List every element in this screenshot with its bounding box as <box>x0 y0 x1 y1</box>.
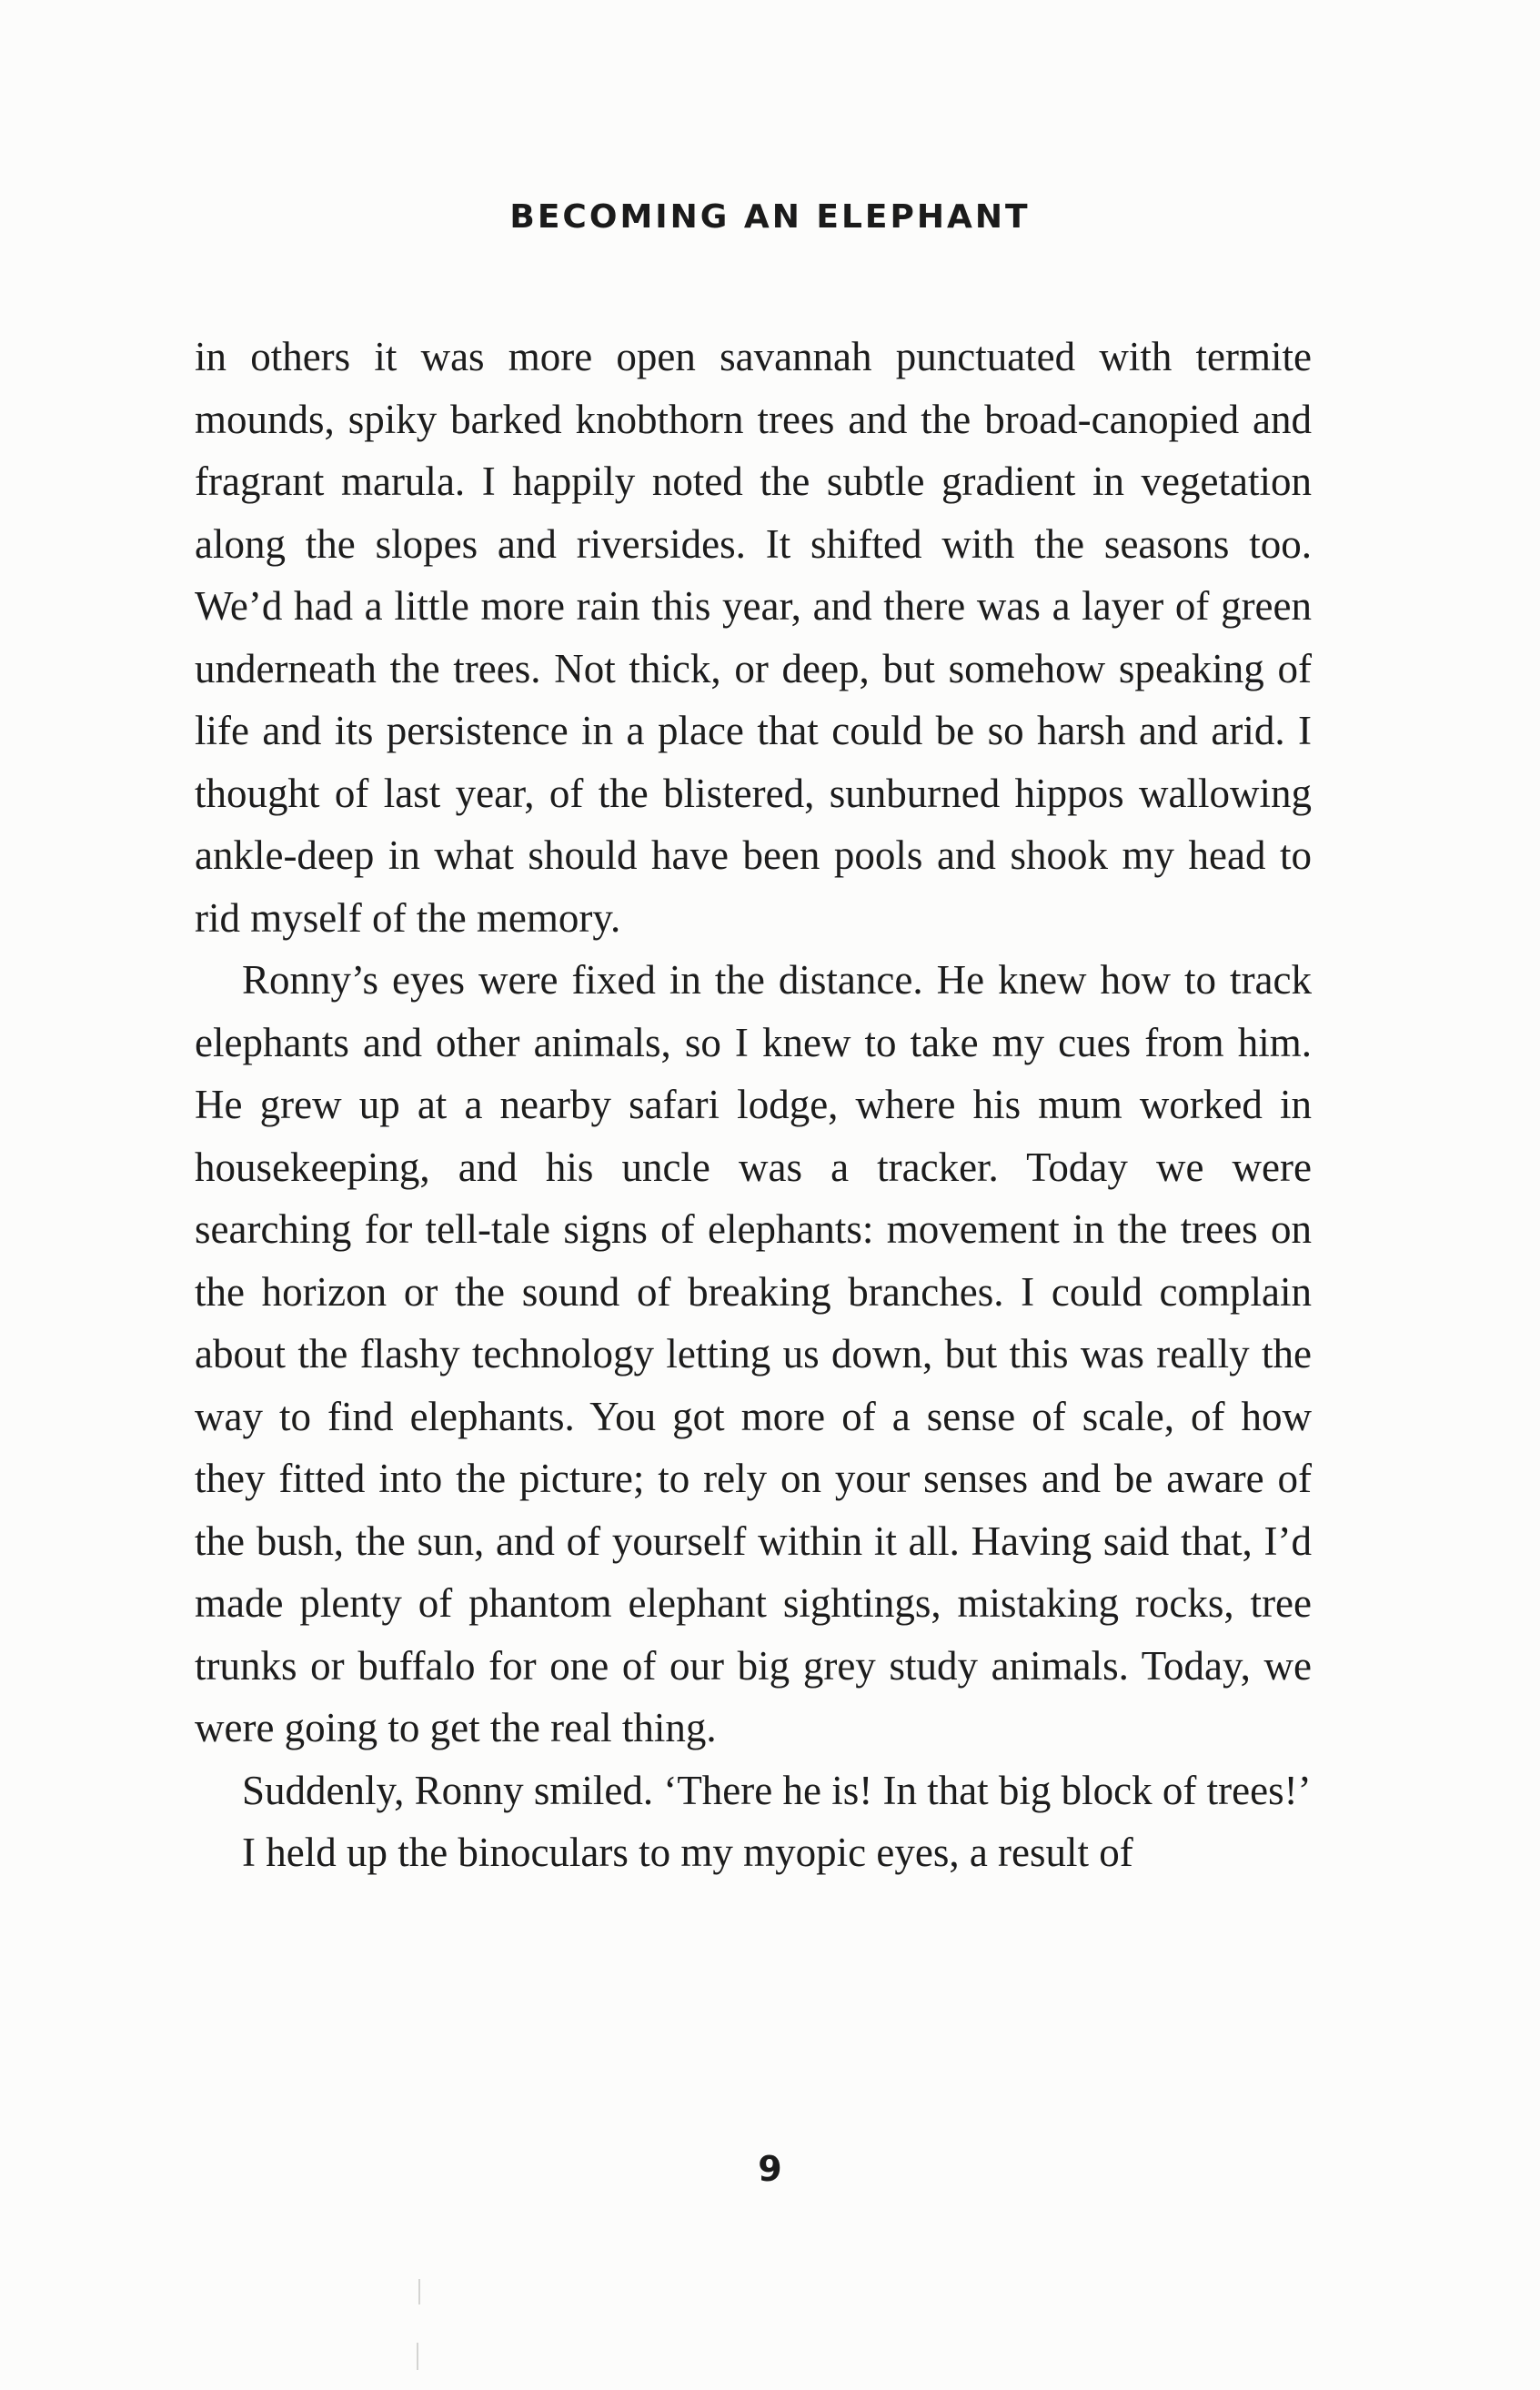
paragraph-binoculars: I held up the binoculars to my myopic eyes, a result of <box>242 1830 1133 1875</box>
scan-artifact <box>418 2279 420 2304</box>
paragraph-continued: in others it was more open savannah punctuated with termite mounds, spiky barked knobthorn trees and the broad-canopied and fragrant marula. I happily noted the subtle gradient in vegetation along the slopes and riversides. It shifted with the seasons too. We’d had a little more rain this year, and there was a layer of green underneath the trees. Not thick, or deep, but somehow speaking of life and its persistence in a place that could be so harsh and arid. I thought of last year, of the blistered, sunburned hippos wallowing ankle-deep in what should have been pools and shook my head to rid myself of the memory. <box>195 334 1312 941</box>
running-head-title: BECOMING AN ELEPHANT <box>509 198 1031 236</box>
page-number: 9 <box>758 2149 782 2189</box>
paragraph-ronny-tracking: Ronny’s eyes were fixed in the distance. He knew how to track elephants and other animals, so I knew to take my cues from him. He grew up at a nearby safari lodge, where his mum worked in housekeeping, and his uncle was a tracker. Today we were searching for tell-tale signs of elephants: movement in the trees on the horizon or the sound of breaking branches. I could complain about the flashy technology letting us down, but this was really the way to find elephants. You got more of a sense of scale, of how they fitted into the picture; to rely on your senses and be aware of the bush, the sun, and of yourself within it all. Having said that, I’d made plenty of phantom elephant sightings, mistaking rocks, tree trunks or buffalo for one of our big grey study animals. Today, we were going to get the real thing. <box>195 957 1312 1750</box>
body-text <box>195 326 1312 1884</box>
scan-artifact <box>417 2343 418 2370</box>
paragraph-ronny-smiled: Suddenly, Ronny smiled. ‘There he is! In that big block of trees!’ <box>242 1767 1312 1813</box>
